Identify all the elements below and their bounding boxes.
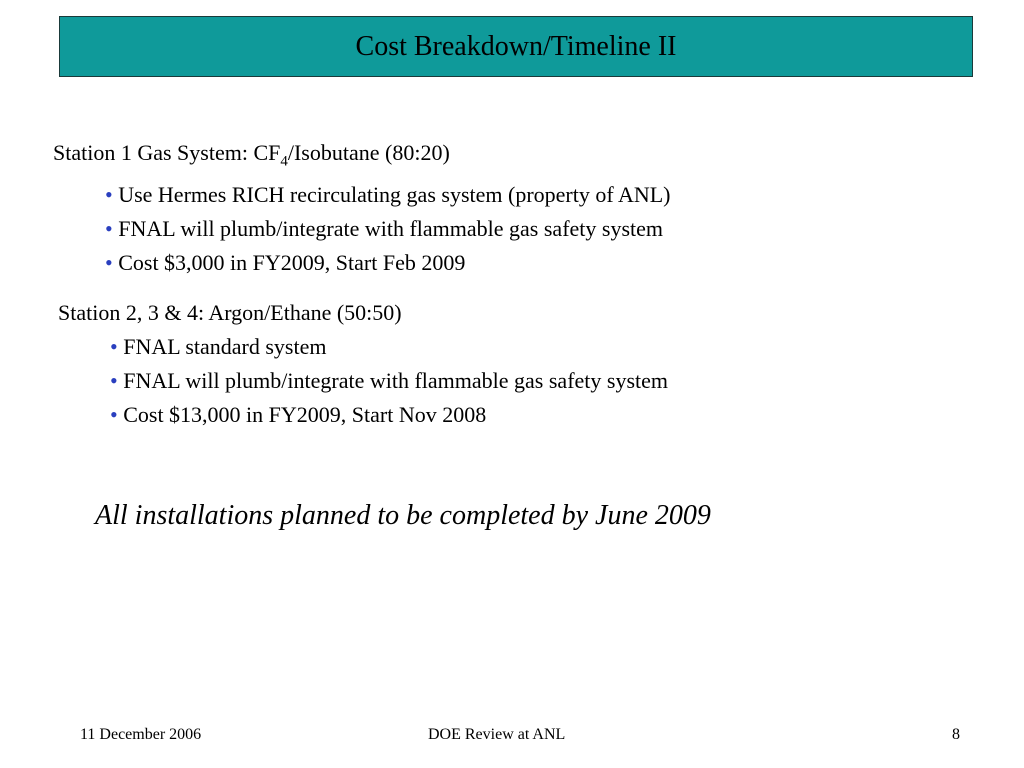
list-item: • Use Hermes RICH recirculating gas system (property of ANL) [105,182,671,208]
list-item: • FNAL standard system [110,334,327,359]
list-item: • FNAL will plumb/integrate with flammable gas safety system [110,368,669,393]
slide-title-banner [59,16,973,77]
bullet-icon: • [105,250,113,276]
station2-heading: Station 2, 3 & 4: Argon/Ethane (50:50) [58,300,402,325]
page-number: 8 [952,726,960,743]
list-item: • Cost $13,000 in FY2009, Start Nov 2008 [110,402,487,427]
list-item: • Cost $3,000 in FY2009, Start Feb 2009 [105,250,466,276]
list-item: • FNAL will plumb/integrate with flammable gas safety system [105,216,664,242]
bullet-icon: • [105,216,113,242]
bullet-icon: • [110,402,118,427]
slide-title: Cost Breakdown/Timeline II [355,30,677,62]
bullet-icon: • [110,334,118,359]
station2-section [58,296,668,432]
station1-heading: Station 1 Gas System: $CF_4$/Isobutane (80:20) [53,140,450,170]
station1-section [53,136,671,280]
bullet-icon: • [105,182,113,208]
footer-date: 11 December 2006 [80,726,202,743]
bullet-icon: • [110,368,118,393]
subscript-4: 4 [280,153,288,170]
footer-event: DOE Review at ANL [428,726,566,743]
conclusion-text: All installations planned to be completed by June 2009 [95,500,711,531]
